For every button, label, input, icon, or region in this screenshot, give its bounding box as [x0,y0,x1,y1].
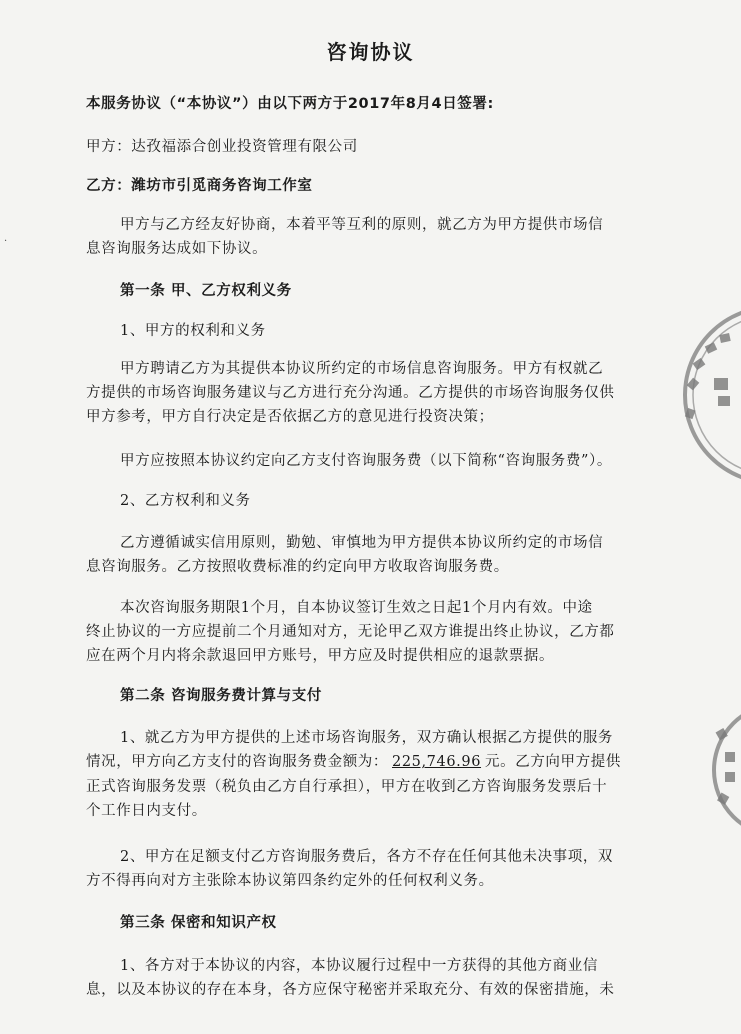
article1-p1-line3: 甲方参考，甲方自行决定是否依据乙方的意见进行投资决策； [86,409,494,425]
article1-p1-line2: 方提供的市场咨询服务建议与乙方进行充分沟通。乙方提供的市场咨询服务仅供 [86,385,615,401]
article3-heading: 第三条 保密和知识产权 [120,915,277,931]
article1-p2: 甲方应按照本协议约定向乙方支付咨询服务费（以下简称“咨询服务费”）。 [120,453,612,469]
preamble-line-1: 甲方与乙方经友好协商，本着平等互利的原则，就乙方为甲方提供市场信 [120,217,604,233]
preamble-line-2: 息咨询服务达成如下协议。 [86,241,268,257]
margin-tick: · [4,236,8,247]
seal-stamp-lower [705,700,741,840]
article3-p1-line2: 息，以及本协议的存在本身，各方应保守秘密并采取充分、有效的保密措施，未 [86,982,615,998]
service-fee-amount: 225,746.96 [392,754,482,770]
article1-heading: 第一条 甲、乙方权利义务 [120,283,292,299]
article2-p2-line1: 2、甲方在足额支付乙方咨询服务费后，各方不存在任何其他未决事项，双 [120,849,614,865]
article3-p1-line1: 1、各方对于本协议的内容，本协议履行过程中一方获得的其他方商业信 [120,958,598,974]
article1-p3-line1: 乙方遵循诚实信用原则，勤勉、审慎地为甲方提供本协议所约定的市场信 [120,535,604,551]
document-title: 咨询协议 [326,40,415,64]
article2-heading: 第二条 咨询服务费计算与支付 [120,688,322,704]
intro-line: 本服务协议（“本协议”）由以下两方于2017年8月4日签署: [86,96,494,112]
article2-p1-line1: 1、就乙方为甲方提供的上述市场咨询服务，双方确认根据乙方提供的服务 [120,730,614,746]
article1-p1-line1: 甲方聘请乙方为其提供本协议所约定的市场信息咨询服务。甲方有权就乙 [120,361,604,377]
article1-p3-line2: 息咨询服务。乙方按照收费标准的约定向甲方收取咨询服务费。 [86,559,509,575]
article2-p1-line2-post: 元。乙方向甲方提供 [485,754,621,770]
article2-p1-line3: 正式咨询服务发票（税负由乙方自行承担），甲方在收到乙方咨询服务发票后十 [86,779,608,795]
article2-p1-line4: 个工作日内支付。 [86,803,207,819]
article1-p4-line3: 应在两个月内将余款退回甲方账号，甲方应及时提供相应的退款票据。 [86,648,555,664]
article1-p4-line1: 本次咨询服务期限1个月，自本协议签订生效之日起1个月内有效。中途 [120,600,593,616]
company-seal-stamp [678,300,741,490]
article2-p1-line2 [86,751,691,773]
article2-p1-line2-pre: 情况，甲方向乙方支付的咨询服务费金额为： [86,754,388,770]
party-a: 甲方：达孜福添合创业投资管理有限公司 [86,139,358,155]
article2-p2-line2: 方不得再向对方主张除本协议第四条约定外的任何权利义务。 [86,873,494,889]
article1-sub1: 1、甲方的权利和义务 [120,323,266,339]
article1-sub2: 2、乙方权利和义务 [120,493,251,509]
article1-p4-line2: 终止协议的一方应提前二个月通知对方，无论甲乙双方谁提出终止协议，乙方都 [86,624,615,640]
party-b: 乙方：潍坊市引觅商务咨询工作室 [86,178,313,194]
